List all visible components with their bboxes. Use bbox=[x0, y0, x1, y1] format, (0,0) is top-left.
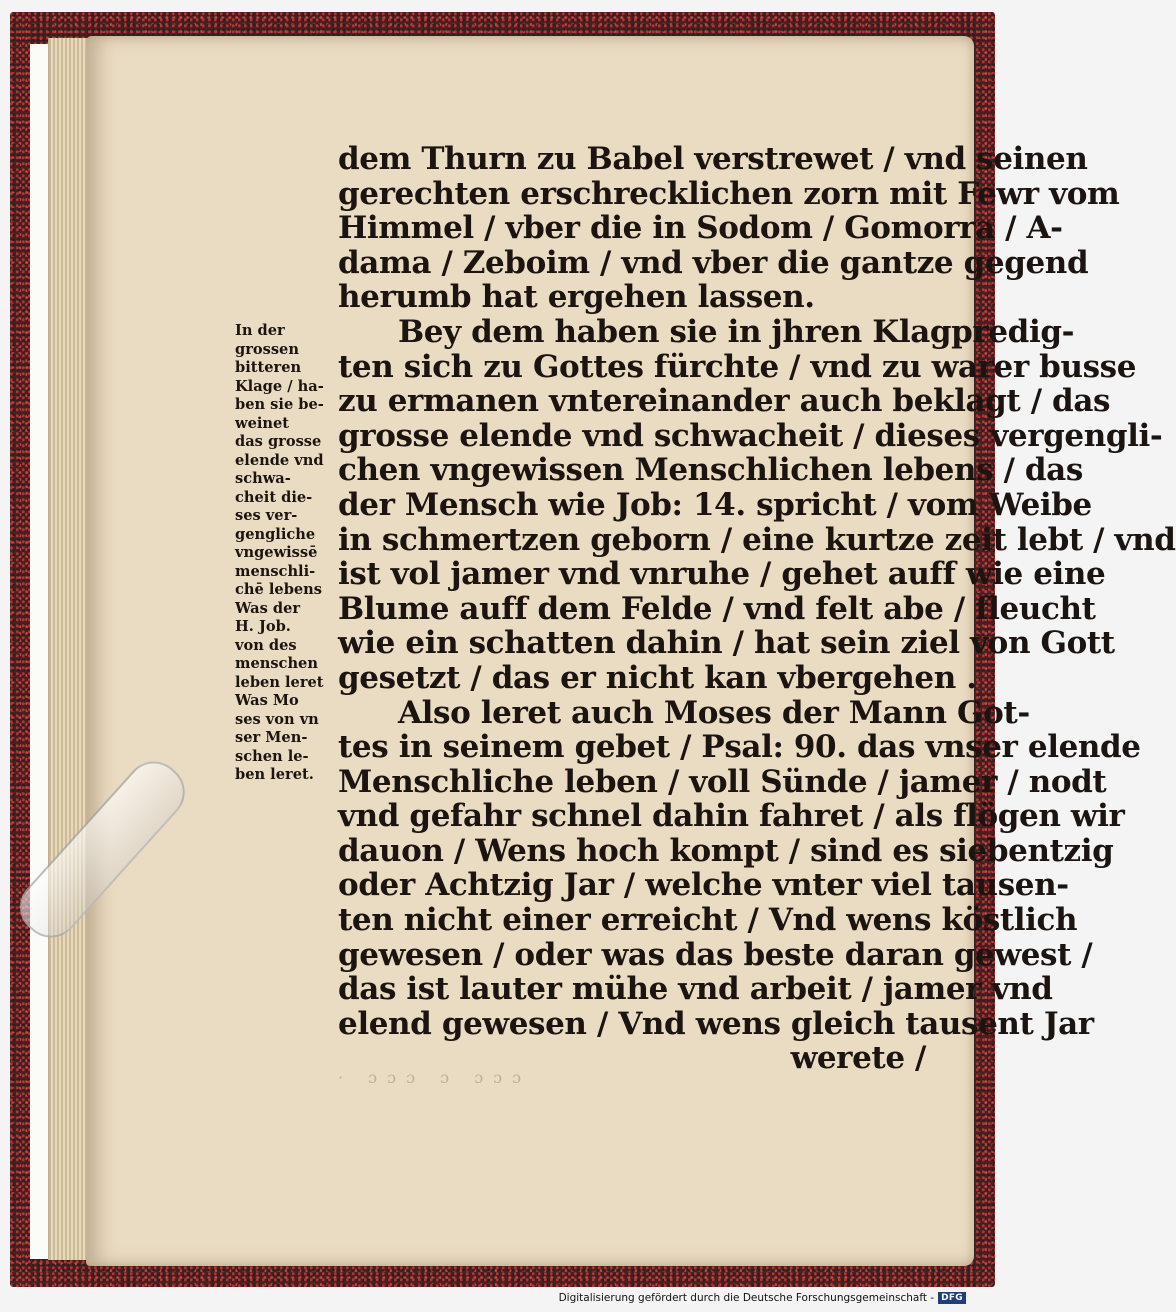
margin-note-line: grossen bbox=[235, 340, 299, 358]
text-line: oder Achtzig Jar / welche vnter viel tausen- bbox=[338, 867, 1069, 904]
margin-note-line: leben leret bbox=[235, 673, 324, 691]
text-line: werete / bbox=[790, 1040, 926, 1077]
text-line: wie ein schatten dahin / hat sein ziel von Gott bbox=[338, 625, 1115, 662]
margin-note-line: ses ver- bbox=[235, 507, 298, 524]
text-line: dauon / Wens hoch kompt / sind es siebentzig bbox=[338, 832, 1114, 869]
margin-note-line: cheit die- bbox=[235, 488, 313, 506]
margin-notes bbox=[235, 322, 340, 785]
margin-note-line: menschen bbox=[235, 655, 318, 672]
margin-note-line: ser Men- bbox=[235, 729, 308, 746]
text-line: elend gewesen / Vnd wens gleich tausent Jar bbox=[338, 1005, 1094, 1042]
text-line: vnd gefahr schnel dahin fahret / als flögen wir bbox=[338, 798, 1125, 835]
margin-note-line: bitteren bbox=[235, 359, 302, 376]
margin-note-line: weinet bbox=[235, 414, 290, 432]
margin-note-line: Klage / ha- bbox=[235, 377, 324, 395]
margin-note-line: Was der bbox=[235, 599, 301, 617]
margin-note-line: Was Mo bbox=[235, 692, 299, 709]
text-line: in schmertzen geborn / eine kurtze zeit lebt / vnd bbox=[338, 521, 1176, 558]
text-line: das ist lauter mühe vnd arbeit / jamer vnd bbox=[338, 971, 1053, 1008]
margin-note-line: das grosse bbox=[235, 433, 322, 450]
text-line: dem Thurn zu Babel verstrewet / vnd seinen bbox=[338, 141, 1088, 177]
margin-note-line: ben leret. bbox=[235, 766, 314, 783]
margin-note-line: vngewissē bbox=[235, 544, 318, 561]
text-line: herumb hat ergehen lassen. bbox=[338, 279, 815, 316]
text-line: Himmel / vber die in Sodom / Gomorra / A- bbox=[338, 210, 1063, 247]
text-line: Bey dem haben sie in jhren Klagpredig- bbox=[398, 313, 1075, 350]
text-line: tes in seinem gebet / Psal: 90. das vnser elende bbox=[338, 729, 1141, 766]
text-line: gewesen / oder was das beste daran gewest / bbox=[338, 936, 1093, 973]
text-line: chen vngewissen Menschlichen lebens / das bbox=[338, 452, 1083, 489]
text-line: Menschliche leben / voll Sünde / jamer / nodt bbox=[338, 763, 1107, 800]
body-text bbox=[338, 141, 1176, 1077]
margin-note-line: chē lebens bbox=[235, 581, 323, 598]
margin-note-line: schwa- bbox=[235, 470, 291, 487]
margin-note-line: H. Job. bbox=[235, 618, 291, 635]
faint-bleed-through: · ɔɔɔ ɔ ɔɔɔ bbox=[338, 1068, 532, 1087]
margin-note-line: In der bbox=[235, 322, 285, 339]
digitization-credit bbox=[559, 1292, 966, 1304]
text-line: ten sich zu Gottes fürchte / vnd zu warer busse bbox=[338, 348, 1137, 385]
text-line: gesetzt / das er nicht kan vbergehen . bbox=[338, 659, 977, 696]
margin-note-line: elende vnd bbox=[235, 451, 324, 469]
margin-note-line: von des bbox=[235, 636, 297, 654]
text-line: der Mensch wie Job: 14. spricht / vom Weibe bbox=[338, 486, 1092, 523]
text-line: dama / Zeboim / vnd vber die gantze gegend bbox=[338, 244, 1089, 281]
margin-note-line: ben sie be- bbox=[235, 396, 324, 413]
dfg-logo: DFG bbox=[938, 1292, 966, 1304]
text-line: ist vol jamer vnd vnruhe / gehet auff wie eine bbox=[338, 556, 1106, 593]
margin-note-line: ses von vn bbox=[235, 710, 319, 728]
text-line: Also leret auch Moses der Mann Got- bbox=[398, 694, 1030, 731]
text-line: gerechten erschrecklichen zorn mit Fewr vom bbox=[338, 175, 1120, 212]
text-line: ten nicht einer erreicht / Vnd wens köstlich bbox=[338, 902, 1078, 939]
text-line: Blume auff dem Felde / vnd felt abe / fleucht bbox=[338, 590, 1096, 627]
text-line: zu ermanen vntereinander auch beklagt / das bbox=[338, 383, 1111, 420]
margin-note-line: schen le- bbox=[235, 747, 309, 765]
text-line: grosse elende vnd schwacheit / dieses vergengli- bbox=[338, 417, 1163, 454]
margin-note-line: menschli- bbox=[235, 562, 316, 580]
credit-text: Digitalisierung gefördert durch die Deutsche Forschungsgemeinschaft - bbox=[558, 1292, 935, 1304]
margin-note-line: gengliche bbox=[235, 525, 316, 543]
